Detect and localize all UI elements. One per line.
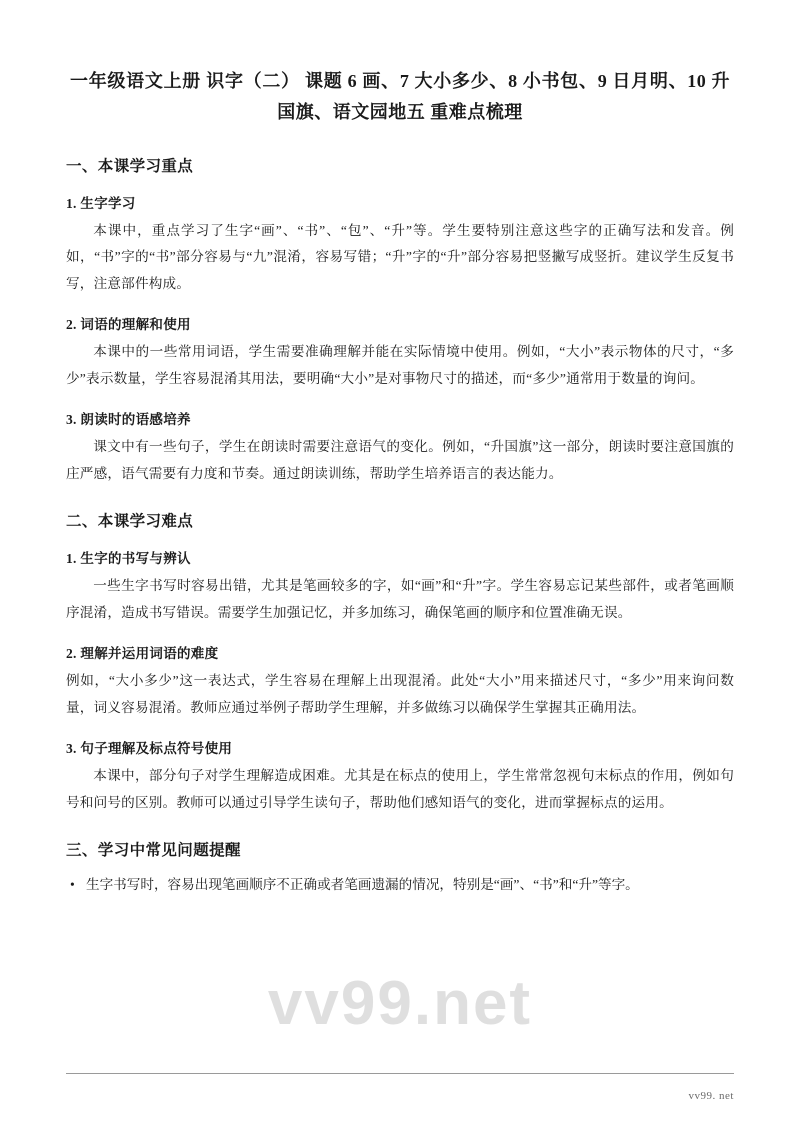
section-heading: 三、学习中常见问题提醒: [66, 842, 241, 860]
paragraph: 课文中有一些句子，学生在朗读时需要注意语气的变化。例如，“升国旗”这一部分，朗读时要注意国旗的庄严感，语气需要有力度和节奏。通过朗读训练，帮助学生培养语言的表达能力。: [66, 439, 734, 481]
section-two: [66, 509, 734, 816]
paragraph: 本课中的一些常用词语，学生需要准确理解并能在实际情境中使用。例如，“大小”表示物体的尺寸，“多少”表示数量，学生容易混淆其用法，要明确“大小”是对事物尺寸的描述，而“多少”通常用于数量的询问。: [66, 344, 734, 386]
footer-divider: [66, 1073, 734, 1074]
sub-heading: 3. 句子理解及标点符号使用: [66, 741, 233, 757]
paragraph: 一些生字书写时容易出错，尤其是笔画较多的字，如“画”和“升”字。学生容易忘记某些部件，或者笔画顺序混淆，造成书写错误。需要学生加强记忆，并多加练习，确保笔画的顺序和位置准确无误。: [66, 578, 734, 620]
section-three: [66, 838, 734, 899]
sub-heading: 2. 理解并运用词语的难度: [66, 646, 219, 662]
document-content: [66, 66, 734, 899]
paragraph: 本课中，部分句子对学生理解造成困难。尤其是在标点的使用上，学生常常忽视句末标点的作用，例如句号和问号的区别。教师可以通过引导学生读句子，帮助他们感知语气的变化，进而掌握标点的运用。: [66, 768, 734, 810]
list-item: • 生字书写时，容易出现笔画顺序不正确或者笔画遗漏的情况，特别是“画”、“书”和“升”等字。: [66, 872, 734, 899]
reminder-list: [66, 872, 734, 899]
sub-heading: 1. 生字的书写与辨认: [66, 551, 191, 567]
footer-note: vv99. net: [688, 1090, 734, 1102]
section-one: [66, 154, 734, 488]
sub-heading: 3. 朗读时的语感培养: [66, 412, 191, 428]
section-heading: 二、本课学习难点: [66, 513, 194, 531]
section-heading: 一、本课学习重点: [66, 157, 194, 175]
sub-heading: 2. 词语的理解和使用: [66, 317, 191, 333]
sub-heading: 1. 生字学习: [66, 195, 136, 211]
paragraph: 例如，“大小多少”这一表达式，学生容易在理解上出现混淆。此处“大小”用来描述尺寸，“多少”用来询问数量，词义容易混淆。教师应通过举例子帮助学生理解，并多做练习以确保学生掌握其正确用法。: [66, 673, 734, 715]
watermark: vv99.net: [267, 969, 533, 1038]
paragraph: 本课中，重点学习了生字“画”、“书”、“包”、“升”等。学生要特别注意这些字的正确写法和发音。例如，“书”字的“书”部分容易与“九”混淆，容易写错；“升”字的“升”部分容易把竖撇写成竖折。建议学生反复书写，注意部件构成。: [66, 222, 734, 291]
page-title: 一年级语文上册 识字（二） 课题 6 画、7 大小多少、8 小书包、9 日月明、10 升国旗、语文园地五 重难点梳理: [70, 71, 730, 122]
